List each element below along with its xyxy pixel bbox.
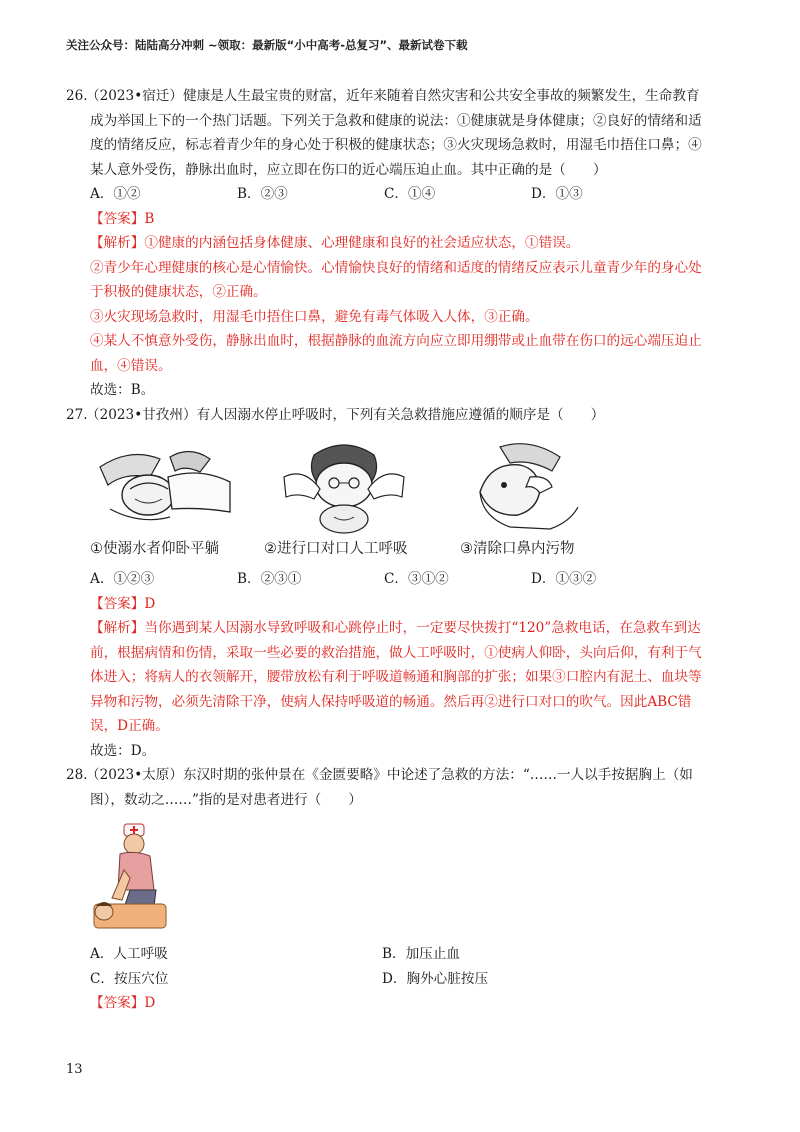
- lying-victim-illustration: [90, 437, 250, 537]
- option-c: C．③①②: [384, 571, 449, 587]
- cpr-illustration-wrap: [66, 820, 734, 938]
- question-number: 28.: [66, 767, 88, 783]
- figure-1: [90, 437, 264, 561]
- page-header: 关注公众号：陆陆高分冲刺 ~领取：最新版“小中高考-总复习”、最新试卷下载: [66, 38, 468, 52]
- analysis-line: 【解析】当你遇到某人因溺水导致呼吸和心跳停止时，一定要尽快拨打“120”急救电话，在急救车到达: [90, 620, 701, 636]
- analysis-line: 血，④错误。: [90, 357, 172, 374]
- question-28-options: [66, 942, 734, 991]
- analysis-line: ②青少年心理健康的核心是心情愉快。心情愉快良好的情绪和适度的情绪反应表示儿童青少年的身心处: [90, 259, 702, 276]
- option-d: D．①③②: [531, 571, 597, 587]
- analysis-line: 于积极的健康状态，②正确。: [90, 284, 267, 300]
- clearing-airway-illustration: [460, 437, 600, 537]
- question-27: [66, 403, 734, 764]
- option-a: A．人工呼吸: [90, 946, 168, 962]
- answer-line: 【答案】D: [90, 995, 156, 1011]
- figure-1-caption: ①使溺水者仰卧平躺: [90, 541, 219, 557]
- figure-3-caption: ③清除口鼻内污物: [460, 541, 575, 557]
- analysis-line: ④某人不慎意外受伤，静脉出血时，根据静脉的血流方向应立即用绷带或止血带在伤口的远心端压迫止: [90, 333, 702, 349]
- mouth-to-mouth-illustration: [264, 437, 424, 537]
- analysis-line: 前，根据病情和伤情，采取一些必要的救治措施，做人工呼吸时，①使病人仰卧，头向后仰，有利于气: [90, 644, 702, 661]
- analysis-line: 体进入；将病人的衣领解开，腰带放松有利于呼吸道畅通和胸部的扩张；如果③口腔内有泥土、血块等: [90, 669, 702, 685]
- question-28-line-1: 28.（2023•太原）东汉时期的张仲景在《金匮要略》中论述了急救的方法：“……一人以手按据胸上（如: [66, 763, 734, 788]
- option-b: B．②③: [237, 186, 288, 202]
- option-b: B．加压止血: [382, 946, 460, 962]
- analysis-line: 异物和污物，必须先清除干净，使病人保持呼吸道的畅通。然后再②进行口对口的吹气。因此ABC错: [90, 693, 692, 710]
- option-c: C．按压穴位: [90, 970, 169, 987]
- option-d: D．胸外心脏按压: [382, 970, 489, 987]
- option-c: C．①④: [384, 186, 436, 202]
- question-26-line-4: 某人意外受伤，静脉出血时，应立即在伤口的近心端压迫止血。其中正确的是（ ）: [90, 161, 607, 178]
- question-26-options: [66, 182, 734, 207]
- figure-3: [460, 437, 630, 561]
- conclusion: 故选：B。: [90, 382, 155, 398]
- question-27-options: [66, 567, 734, 592]
- chest-compression-illustration: [90, 820, 170, 934]
- option-a: A．①②: [90, 186, 141, 202]
- question-number: 27.: [66, 406, 88, 423]
- answer-value: D: [144, 595, 156, 612]
- analysis-line: 误，D正确。: [90, 718, 169, 734]
- option-d: D．①③: [531, 186, 583, 202]
- question-26-line-3: 度的情绪反应，标志着青少年的身心处于积极的健康状态；③火灾现场急救时，用湿毛巾捂住口鼻；④: [90, 137, 702, 153]
- answer-value: D: [144, 995, 156, 1011]
- answer-line: 【答案】D: [90, 595, 156, 612]
- page-content: [66, 84, 734, 1016]
- answer-value: B: [144, 210, 155, 227]
- analysis-line: ③火灾现场急救时，用湿毛巾捂住口鼻，避免有毒气体吸入人体，③正确。: [90, 308, 539, 325]
- question-number: 26.: [66, 88, 88, 104]
- question-28: [66, 763, 734, 1016]
- analysis-line: 【解析】①健康的内涵包括身体健康、心理健康和良好的社会适应状态，①错误。: [90, 235, 580, 251]
- question-26-line-2: 成为举国上下的一个热门话题。下列关于急救和健康的说法：①健康就是身体健康；②良好的情绪和适: [90, 112, 702, 129]
- question-27-stem: 27.（2023•甘孜州）有人因溺水停止呼吸时，下列有关急救措施应遵循的顺序是（ ）: [66, 403, 734, 428]
- rescue-illustrations: [66, 437, 734, 561]
- option-a: A．①②③: [90, 571, 155, 587]
- conclusion: 故选：D。: [90, 742, 156, 759]
- answer-line: 【答案】B: [90, 210, 155, 227]
- question-26: [66, 84, 734, 403]
- page-number: 13: [66, 1062, 83, 1077]
- question-26-line-1: 26.（2023•宿迁）健康是人生最宝贵的财富，近年来随着自然灾害和公共安全事故的频繁发生，生命教育: [66, 84, 734, 109]
- question-28-line-2: 图），数动之……”指的是对患者进行（ ）: [90, 791, 363, 808]
- figure-2: [264, 437, 460, 561]
- figure-2-caption: ②进行口对口人工呼吸: [264, 541, 408, 557]
- option-b: B．②③①: [237, 571, 302, 587]
